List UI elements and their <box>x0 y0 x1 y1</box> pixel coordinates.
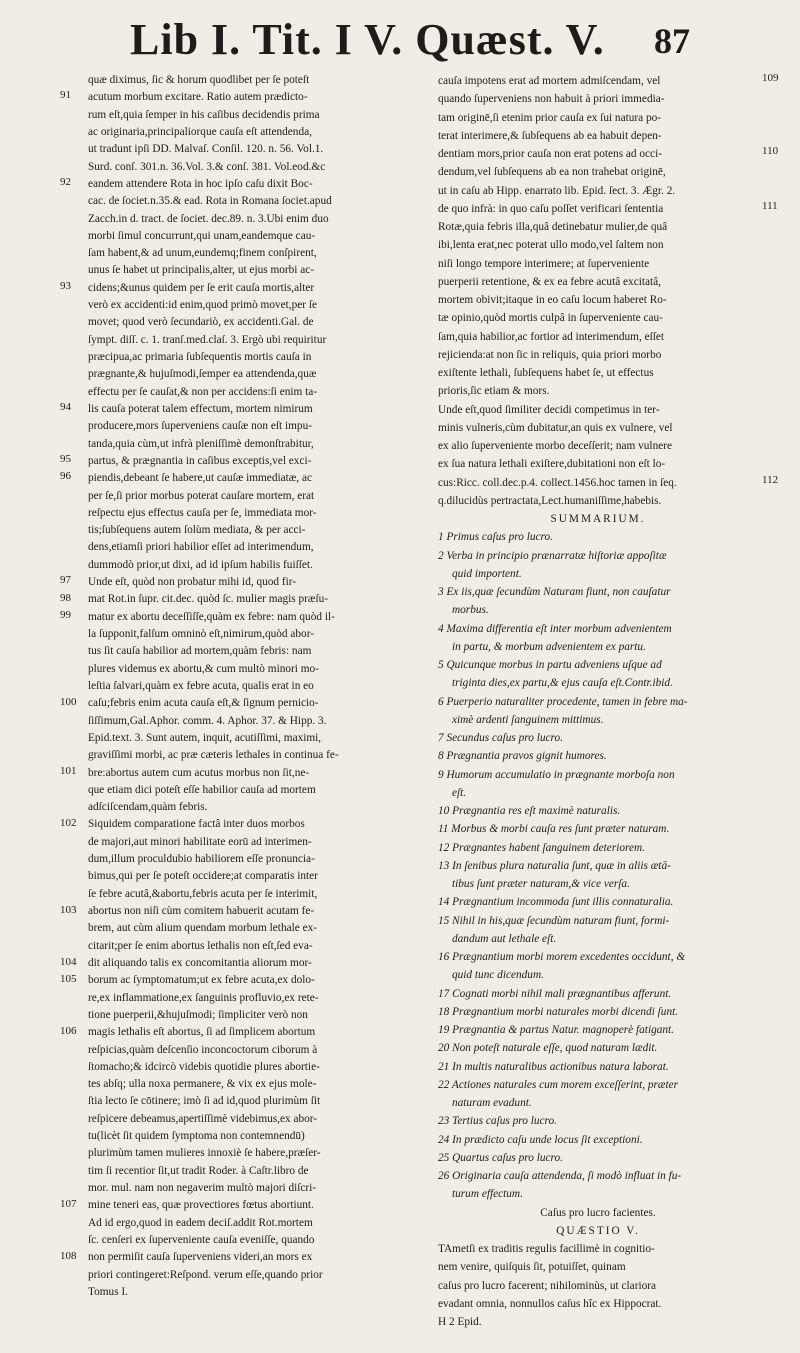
margin-number: 100 <box>60 695 77 708</box>
left-text-line: unus ſe habet ut principalis,alter, ut ejus morbi ac- <box>88 264 315 277</box>
left-text-line: morbi ſimul concurrunt,qui unam,eandemque cau- <box>88 229 316 242</box>
right-text-line: dentiam mors,prior cauſa non erat potens ad occi- <box>438 148 662 160</box>
left-text-line: tis;ſubſequens autem ſolùm mediata, & per acci- <box>88 524 306 537</box>
left-text-line: tim ſi recentior ſit,ut tradit Roder. à Caſtr.libro de <box>88 1164 309 1177</box>
left-text-line: tu(licèt ſit quidem ſymptoma non contemnendū) <box>88 1130 305 1143</box>
margin-number: 94 <box>60 401 71 414</box>
left-text-line: ſtia lecto ſe cōtinere; imò ſi ad id,quod plurimùm ſit <box>88 1095 321 1108</box>
right-text-line: naturam evadunt. <box>452 1097 532 1109</box>
left-text-line: producere,mors ſuperveniens cauſæ non eſt impu- <box>88 420 312 433</box>
left-text-line: dum,illum proculdubio habiliorem eſſe pronuncia- <box>88 853 315 866</box>
left-text-line: rum eſt,quia ſemper in his caſibus decidendis prima <box>88 108 320 121</box>
right-text-line: TAmetſi ex traditis regulis facillimè in cognitio- <box>438 1243 655 1255</box>
right-text-line: 1 Primus caſus pro lucro. <box>438 531 553 544</box>
right-text-line: 21 In multis naturalibus actionibus natura laborat. <box>438 1060 669 1073</box>
left-text-line: dummodò prior,ut dixi, ad id ipſum habilis fuiſſet. <box>88 558 313 571</box>
right-text-line: 19 Prægnantia & partus Natur. magnoperè fatigant. <box>438 1024 674 1036</box>
left-text-line: bimus,qui per ſe poteſt occidere;at comparatis inter <box>88 870 318 883</box>
margin-number: 96 <box>60 470 71 483</box>
margin-number: 97 <box>60 574 71 587</box>
left-text-line: abortus non niſi cùm comitem habuerit acutam fe- <box>88 905 315 917</box>
left-text-line: matur ex abortu deceſſiſſe,quàm ex febre: nam quòd il- <box>88 610 335 623</box>
right-text-line: dendum,vel ſubſequens ab ea non trahebat originē, <box>438 166 666 179</box>
right-text-line: terat interimere,& ſubſequens ab ea habuit depen- <box>438 129 662 142</box>
left-text-line: plurimùm tamen mulieres innoxiè ſe habere,præſer- <box>88 1147 321 1160</box>
right-text-line: QUÆSTIO V. <box>556 1224 640 1237</box>
right-text-line: niſi longo tempore interimere; at ſuperveniente <box>438 257 650 270</box>
left-text-line: graviſſimi morbi, ac præ cæteris lethales in continua fe- <box>88 749 339 762</box>
margin-number: 107 <box>60 1198 77 1211</box>
right-text-line: 3 Ex iis,quæ ſecundùm Naturam fiunt, non cauſatur <box>438 586 671 598</box>
left-text-line: ac originaria,principaliorque cauſa eſt attendenda, <box>88 125 312 138</box>
left-text-line: que etiam dici poteſt eſſe habilior cauſa ad mortem <box>88 783 316 796</box>
running-head: Lib I. Tit. I V. Quæst. V. <box>130 15 605 64</box>
left-text-line: Epid.text. 3. Sunt autem, inquit, acutiſſimi, maximi, <box>88 731 322 744</box>
right-text-line: ibi,lenta erat,nec poterat ullo modo,vel ſaltem non <box>438 239 664 252</box>
left-text-line: lis cauſa poterat talem effectum, mortem nimirum <box>88 402 313 415</box>
left-text-line: reſpectu ejus effectus cauſa per ſe, immediata mor- <box>88 506 317 519</box>
left-text-line: leſtia ſalvari,quàm ex febre acuta, qualis erat in eo <box>88 679 314 692</box>
left-text-line: per ſe,ſi prior morbus poterat cauſare mortem, erat <box>88 489 315 502</box>
left-text-line: movet; quod verò ſecundariò, ex accidenti.Gal. de <box>88 316 314 329</box>
right-text-line: ex alio ſuperveniente morbo deceſſerit; nam vulnere <box>438 440 673 452</box>
right-text-line: 16 Prægnantium morbi morem excedentes occidunt, & <box>438 951 686 963</box>
right-text-line: rejicienda:at non ſic in reliquis, quia priori morbo <box>438 348 662 361</box>
right-text-line: quid importent. <box>452 567 522 580</box>
page-number: 87 <box>654 21 690 61</box>
right-text-line: q.dilucidùs pertractata,Lect.humaniſſime,habebis. <box>438 494 662 507</box>
left-text-line: quæ diximus, ſic & horum quodlibet per ſe poteſt <box>88 74 310 86</box>
right-text-line: 12 Prægnantes habent ſanguinem deteriorem. <box>438 841 645 854</box>
left-text-line: cidens;&unus quidem per ſe erit cauſa mortis,alter <box>88 281 315 294</box>
right-text-line: 4 Maxima differentia eſt inter morbum advenientem <box>438 622 672 635</box>
margin-number: 105 <box>60 972 77 985</box>
left-text-line: ſam habent,& ad unum,eundemq;finem conſpirent, <box>88 247 317 260</box>
left-text-line: tanda,quia cùm,ut infrà pleniſſimè demonſtrabitur, <box>88 437 314 450</box>
left-text-line: dit aliquando talis ex concomitantia aliorum mor- <box>88 956 312 969</box>
left-text-line: partus, & prægnantia in caſibus exceptis,vel exci- <box>88 454 312 467</box>
left-text-line: effectu per ſe cauſat,& non per accidens:ſi enim ta- <box>88 385 318 398</box>
left-text-line: acutum morbum excitare. Ratio autem prædicto- <box>88 91 308 104</box>
margin-number: 110 <box>762 145 779 158</box>
left-text-line: ſtomacho;& idcircò videbis quotidie plures abortie- <box>88 1060 320 1073</box>
left-text-line: verò ex accidenti:id enim,quod primò movet,per ſe <box>88 299 318 312</box>
left-text-line: magis lethalis eſt abortus, ſi ad ſimplicem abortum <box>88 1026 316 1039</box>
right-text-line: de quo infrà: in quo caſu poſſet verificari ſententia <box>438 202 664 215</box>
right-text-line: 2 Verba in principio prænarratæ hiſtoriæ appoſitæ <box>438 549 667 562</box>
right-text-line: puerperii retentione, & ex ea febre acutâ excitatâ, <box>438 275 661 288</box>
left-text-line: tione puerperii,&hujuſmodi; ſimpliciter verò non <box>88 1008 308 1021</box>
left-text-line: Siquidem comparatione factâ inter duos morbos <box>88 818 305 831</box>
margin-number: 108 <box>60 1250 77 1263</box>
right-text-line: triginta dies,ex partu,& ejus cauſa eſt.Contr.ibid. <box>452 677 673 690</box>
margin-number: 99 <box>60 609 71 622</box>
margin-number: 111 <box>762 199 778 212</box>
running-header <box>100 14 690 72</box>
left-text-line: plures videmus ex abortu,& cum multò minori mo- <box>88 662 319 675</box>
left-text-line: ſe febre acutâ,&abortu,febris acuta per ſe interimit, <box>88 887 318 900</box>
left-text-line: non permiſit cauſa ſuperveniens videri,an mors ex <box>88 1251 313 1264</box>
right-text-line: eſt. <box>452 786 467 799</box>
right-text-line: 8 Prægnantia pravos gignit humores. <box>438 750 607 763</box>
right-text-line: quando ſuperveniens non habuit à priori immedia- <box>438 93 665 106</box>
margin-number: 103 <box>60 903 77 916</box>
left-text-line: priori contingeret:Reſpond. verum eſſe,quando prior <box>88 1268 323 1281</box>
right-text-line: cus:Ricc. coll.dec.p.4. collect.1456.hoc tamen in ſeq. <box>438 476 677 489</box>
left-text-line: Tomus I. <box>88 1285 129 1298</box>
left-text-line: citarit;per ſe enim abortus lethalis non eſt,ſed eva- <box>88 939 313 952</box>
right-text-line: 14 Prægnantium incommoda ſunt illis connaturalia. <box>438 896 674 909</box>
left-text-line: reſpicere debeamus,apertiſſimè videbimus,ex abor- <box>88 1112 318 1125</box>
left-text-line: prægnante,& hujuſmodi,ſemper ea attendenda,quæ <box>88 368 317 381</box>
right-text-line: in partu, & morbum advenientem ex partu. <box>452 640 646 653</box>
margin-number: 91 <box>60 89 71 102</box>
right-text-line: 15 Nihil in his,quæ ſecundùm naturam fiunt, formi- <box>438 914 670 927</box>
right-text-line: 17 Cognati morbi nihil mali prægnantibus afferunt. <box>438 987 672 1000</box>
right-text-line: 7 Secundus caſus pro lucro. <box>438 732 563 744</box>
left-text-line: mine teneri eas, quæ provectiores fœtus abortiunt. <box>88 1199 314 1212</box>
margin-number: 106 <box>60 1024 77 1037</box>
right-text-line: Caſus pro lucro facientes. <box>540 1206 656 1219</box>
right-text-column <box>438 72 758 1331</box>
right-text-line: minis vulneris,cùm dubitatur,an quis ex vulnere, vel <box>438 421 673 434</box>
margin-number: 104 <box>60 955 77 968</box>
right-text-line: 5 Quicunque morbus in partu adveniens uſque ad <box>438 659 662 671</box>
right-text-line: caſus pro lucro facerent; nihilominùs, ut clariora <box>438 1279 657 1292</box>
right-text-line: cauſa impotens erat ad mortem admiſcendam, vel <box>438 75 661 87</box>
right-text-line: mortem obivit;itaque in eo caſu locum haberet Ro- <box>438 294 667 306</box>
right-text-line: 23 Tertius caſus pro lucro. <box>438 1115 557 1128</box>
right-text-line: 11 Morbus & morbi cauſa res ſunt præter naturam. <box>438 823 670 836</box>
left-text-line: ſiſſimum,Gal.Aphor. comm. 4. Aphor. 37. & Hipp. 3. <box>88 714 327 727</box>
right-text-line: ſam,quia habilior,ac fortior ad interimendum, eſſet <box>438 330 665 343</box>
right-text-line: 13 In ſenibus plura naturalia ſunt, quæ in aliis ætā- <box>438 859 671 872</box>
left-text-line: Unde eſt, quòd non probatur mihi id, quod fir- <box>88 576 297 589</box>
left-text-line: re,ex inflammatione,ex ſanguinis profluvio,ex rete- <box>88 991 319 1004</box>
margin-number: 109 <box>762 72 779 84</box>
left-text-line: ſympt. diſſ. c. 1. tranſ.med.claſ. 3. Ergò ubi requiritur <box>88 333 327 346</box>
left-text-line: borum ac ſymptomatum;ut ex febre acuta,ex dolo- <box>88 974 315 987</box>
left-text-line: tus ſit cauſa habilior ad mortem,quàm febris: nam <box>88 645 312 658</box>
left-text-column <box>88 72 418 1301</box>
right-text-line: 6 Puerperio naturaliter procedente, tamen in febre ma- <box>438 695 688 708</box>
left-text-line: de majori,aut minori habilitate eorū ad interimen- <box>88 835 312 848</box>
margin-number: 98 <box>60 591 71 604</box>
right-text-line: 22 Actiones naturales cum morem exceſſerint, præter <box>438 1078 679 1091</box>
left-text-line: piendis,debeant ſe habere,ut cauſæ immediatæ, ac <box>88 472 312 485</box>
right-text-line: exiſtente lethali, ſubſequens habet ſe, ut effectus <box>438 367 654 379</box>
left-text-line: reſpicias,quàm deſcenſio inconcoctorum ciborum à <box>88 1043 318 1056</box>
right-text-line: ximè ardenti ſanguinem mittimus. <box>452 713 604 726</box>
right-text-line: Unde eſt,quod ſimiliter decidi competimus in ter- <box>438 403 660 416</box>
margin-number: 101 <box>60 764 77 777</box>
right-text-line: 18 Prægnantium morbi naturales morbi dicendi ſunt. <box>438 1005 679 1018</box>
margin-number: 102 <box>60 816 77 829</box>
left-text-line: eandem attendere Rota in hoc ipſo caſu dixit Boc- <box>88 177 313 190</box>
right-text-line: 26 Originaria cauſa attendenda, ſi modò influat in fu- <box>438 1170 682 1182</box>
left-text-line: mor. mul. nam non negaverim multò majori diſcri- <box>88 1182 317 1194</box>
left-text-line: brem, aut cùm alium quendam morbum lethale ex- <box>88 922 318 935</box>
right-text-line: tæ opinio,quòd mortis culpâ in ſuperveniente cau- <box>438 312 663 325</box>
left-text-line: cac. de ſociet.n.35.& ead. Rota in Romana ſociet.apud <box>88 195 332 208</box>
right-text-line: 25 Quartus caſus pro lucro. <box>438 1151 563 1164</box>
right-text-line: ex ſua natura lethali exiſtere,dubitationi non eſt lo- <box>438 458 666 471</box>
right-text-line: tam originē,ſi etenim prior cauſa ex ſui natura po- <box>438 111 662 124</box>
right-text-line: dandum aut lethale eſt. <box>452 932 557 945</box>
left-text-line: bre:abortus autem cum acutus morbus non ſit,ne- <box>88 766 310 779</box>
right-text-line: ut in caſu ab Hipp. enarrato lib. Epid. ſect. 3. Ægr. 2. <box>438 184 676 197</box>
right-text-line: quid tunc dicendum. <box>452 969 544 982</box>
margin-number: 92 <box>60 175 71 188</box>
right-text-line: 10 Prægnantia res eſt maximè naturalis. <box>438 805 621 817</box>
margin-number: 95 <box>60 453 71 466</box>
left-text-line: Surd. conſ. 301.n. 36.Vol. 3.& conſ. 381. Vol.eod.&c <box>88 160 326 173</box>
left-text-line: ut tradunt ipſi DD. Malvaſ. Conſil. 120. n. 56. Vol.1. <box>88 143 324 156</box>
right-text-line: nem venire, quiſquis ſit, potuiſſet, quinam <box>438 1261 626 1274</box>
left-text-line: caſu;febris enim acuta cauſa eſt,& ſignum pernicio- <box>88 697 319 710</box>
left-text-line: Ad id ergo,quod in eadem deciſ.addit Rot.mortem <box>88 1216 313 1229</box>
margin-number: 93 <box>60 279 71 292</box>
left-text-line: mat Rot.in ſupr. cit.dec. quòd ſc. mulier magis præſu- <box>88 593 329 606</box>
right-text-line: prioris,ſic etiam & mors. <box>438 385 550 398</box>
right-text-line: SUMMARIUM. <box>550 513 646 525</box>
left-text-line: adſciſcendam,quàm febris. <box>88 801 208 814</box>
margin-number: 112 <box>762 473 779 486</box>
right-text-line: 24 In prædicto caſu unde locus ſit exceptioni. <box>438 1133 643 1146</box>
left-text-line: la ſupponit,falſum omninò eſt,nimirum,quòd abor- <box>88 628 314 640</box>
right-text-line: morbus. <box>452 604 489 617</box>
right-text-line: 9 Humorum accumulatio in prægnante morboſa non <box>438 768 675 781</box>
right-text-line: Rotæ,quia febris illa,quâ detinebatur mulier,de quâ <box>438 221 668 233</box>
right-text-line: evadant omnia, nonnullos caſus hîc ex Hippocrat. <box>438 1297 662 1310</box>
right-text-line: turum effectum. <box>452 1188 523 1201</box>
left-text-line: tes abſq; ulla noxa permanere, & vix ex ejus mole- <box>88 1078 317 1091</box>
right-text-line: 20 Non poteſt naturale eſſe, quod naturam lædit. <box>438 1042 658 1055</box>
left-text-line: præcipua,ac primaria ſubſequentis mortis cauſa in <box>88 351 312 363</box>
right-text-line: H 2 Epid. <box>438 1316 482 1328</box>
left-text-line: ſc. cenſeri ex ſuperveniente cauſa eveniſſe, quando <box>88 1233 315 1246</box>
left-text-line: Zacch.in d. tract. de ſociet. dec.89. n. 3.Ubi enim duo <box>88 212 329 225</box>
right-text-line: tibus ſunt præter naturam,& vice verſa. <box>452 878 630 890</box>
left-text-line: dens,etiamſi priori habilior eſſet ad interimendum, <box>88 541 314 554</box>
